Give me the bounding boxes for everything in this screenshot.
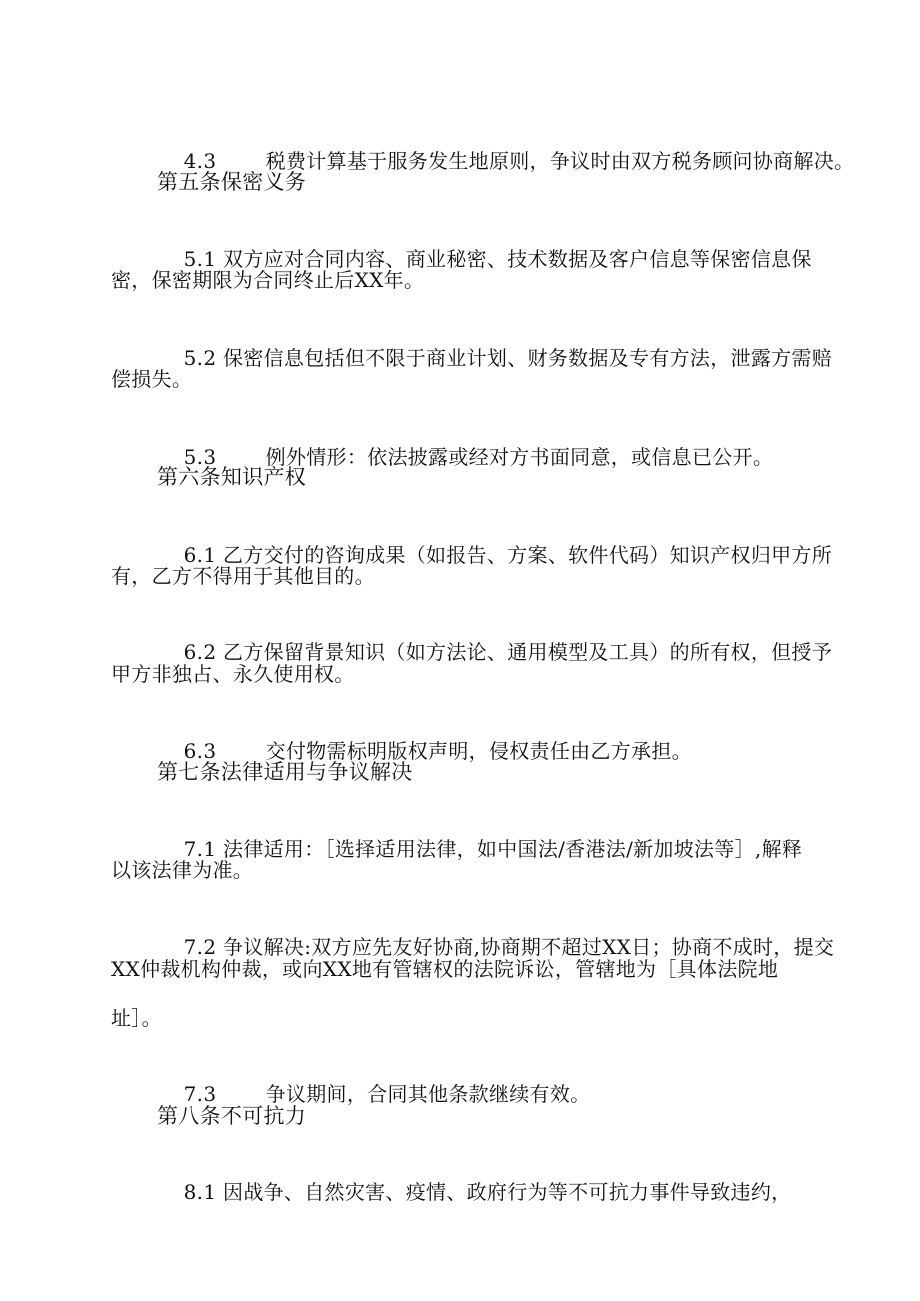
- article-7-heading: 第七条法律适用与争议解决: [157, 760, 413, 784]
- clause-number: 6.1: [183, 543, 217, 567]
- clause-7-1-cont: 以该法律为准。: [111, 858, 254, 882]
- clause-text: 争议期间，合同其他条款继续有效。: [265, 1082, 591, 1106]
- clause-6-2-cont: 甲方非独占、永久使用权。: [111, 662, 355, 686]
- clause-number: 6.2: [183, 640, 217, 664]
- clause-text-line: 法律适用：［选择适用法律，如中国法/香港法/新加坡法等］,解释: [223, 837, 803, 861]
- clause-number: 5.3: [183, 445, 217, 469]
- clause-number: 4.3: [183, 149, 217, 173]
- clause-7-1: [157, 807, 802, 891]
- article-5-heading: 第五条保密义务: [157, 170, 307, 194]
- clause-5-2: [157, 316, 832, 400]
- clause-number: 5.1: [183, 247, 217, 271]
- clause-number: 7.2: [183, 935, 217, 959]
- clause-number: 7.1: [183, 837, 217, 861]
- clause-7-2-cont: XX仲裁机构仲裁，或向XX地有管辖权的法院诉讼，管辖地为［具体法院地: [111, 957, 779, 981]
- clause-8-1: [157, 1150, 791, 1234]
- clause-text: 税费计算基于服务发生地原则，争议时由双方税务顾问协商解决。: [265, 149, 855, 173]
- clause-text-line: 因战争、自然灾害、疫情、政府行为等不可抗力事件导致违约，: [223, 1180, 792, 1204]
- clause-text: 例外情形：依法披露或经对方书面同意，或信息已公开。: [265, 445, 774, 469]
- clause-text-line: 争议解决:双方应先友好协商,协商期不超过XX日；协商不成时，提交: [223, 935, 835, 959]
- clause-5-2-cont: 偿损失。: [111, 367, 193, 391]
- clause-number: 5.2: [183, 346, 217, 370]
- clause-number: 7.3: [183, 1082, 217, 1106]
- clause-text: 交付物需标明版权声明，侵权责任由乙方承担。: [265, 739, 692, 763]
- clause-text-line: 双方应对合同内容、商业秘密、技术数据及客户信息等保密信息保: [223, 247, 812, 271]
- clause-5-1-cont: 密，保密期限为合同终止后XX年。: [111, 268, 425, 292]
- clause-text-line: 乙方保留背景知识（如方法论、通用模型及工具）的所有权，但授予: [223, 640, 833, 664]
- clause-text-line: 乙方交付的咨询成果（如报告、方案、软件代码）知识产权归甲方所: [223, 543, 833, 567]
- article-8-heading: 第八条不可抗力: [157, 1104, 307, 1128]
- article-6-heading: 第六条知识产权: [157, 465, 307, 489]
- clause-7-2-cont2: 址］。: [111, 1006, 162, 1030]
- clause-6-1-cont: 有，乙方不得用于其他目的。: [111, 564, 375, 588]
- clause-number: 6.3: [183, 739, 217, 763]
- clause-text-line: 保密信息包括但不限于商业计划、财务数据及专有方法，泄露方需赔: [223, 346, 833, 370]
- clause-number: 8.1: [183, 1180, 217, 1204]
